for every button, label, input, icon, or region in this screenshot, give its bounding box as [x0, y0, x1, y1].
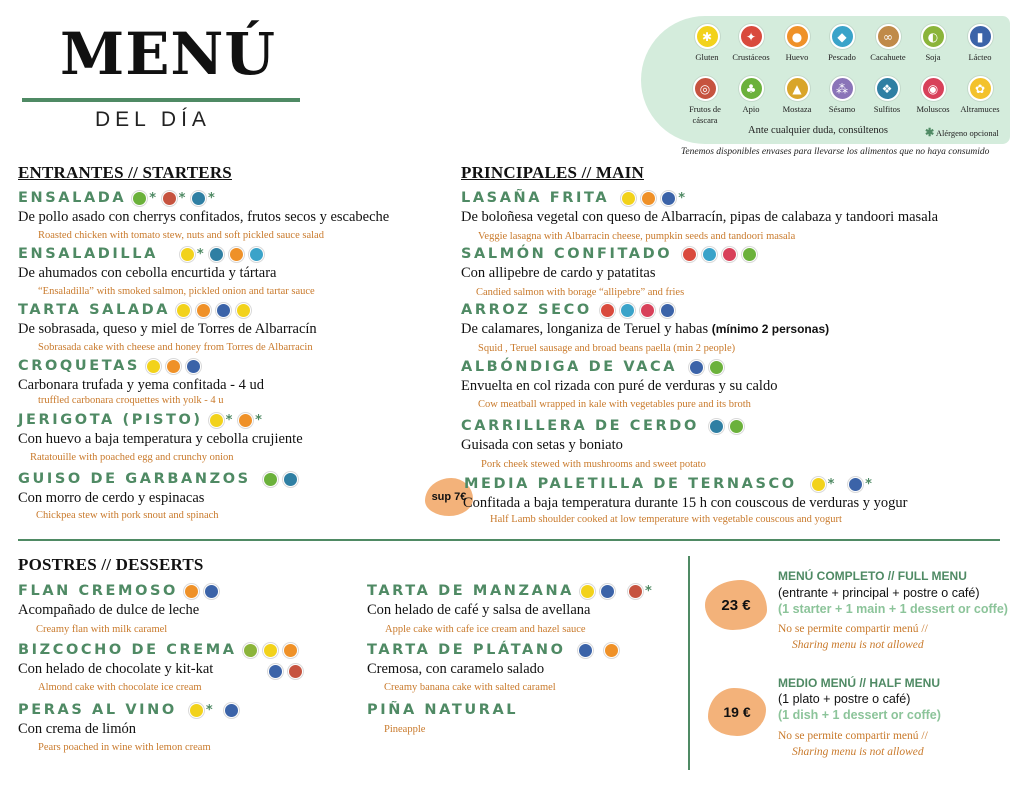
egg-icon: [229, 247, 244, 262]
main-item: LASAÑA FRITA *: [461, 190, 688, 206]
half-menu-price: 19 €: [708, 688, 766, 736]
allergen-fish: ◆ Pescado: [818, 24, 866, 63]
dish-description: Carbonara trufada y yema confitada - 4 ud: [18, 377, 264, 393]
dessert-item: PERAS AL VINO *: [18, 702, 244, 718]
dish-description: De ahumados con cebolla encurtida y tártara: [18, 265, 277, 281]
half-menu-share-note-en: Sharing menu is not allowed: [792, 746, 924, 758]
mollusc-icon: [722, 247, 737, 262]
dish-translation: Half Lamb shoulder cooked at low temperature with vegetable couscous and yogurt: [490, 514, 842, 525]
dish-name: MEDIA PALETILLA DE TERNASCO: [464, 476, 797, 492]
main-item: MEDIA PALETILLA DE TERNASCO * *: [464, 476, 875, 492]
dish-name: LASAÑA FRITA: [461, 190, 610, 206]
menu-subtitle: DEL DÍA: [95, 108, 211, 131]
full-menu-share-note: No se permite compartir menú //: [778, 623, 928, 635]
mains-heading: PRINCIPALES // MAIN: [461, 163, 644, 182]
dish-description: De pollo asado con cherrys confitados, frutos secos y escabeche: [18, 209, 390, 225]
starter-item: [18, 471, 303, 487]
nut-icon: ◎: [693, 76, 718, 101]
dish-name: PIÑA NATURAL: [367, 702, 519, 718]
wheat-icon: [621, 191, 636, 206]
milk-icon: ▮: [968, 24, 993, 49]
starter-item: ENSALADA * * *: [18, 190, 218, 206]
dish-description: Con huevo a baja temperatura y cebolla crujiente: [18, 431, 303, 447]
wheat-icon: ✱: [695, 24, 720, 49]
dish-name: TARTA DE PLÁTANO: [367, 642, 566, 658]
dish-description: Con morro de cerdo y espinacas: [18, 490, 205, 506]
allergen-optional-note: ✱ Alérgeno opcional: [925, 127, 999, 139]
dish-translation: Ratatouille with poached egg and crunchy onion: [30, 452, 234, 463]
dish-translation: Apple cake with cafe ice cream and hazel sauce: [385, 624, 586, 635]
dish-translation: Pork cheek stewed with mushrooms and sweet potato: [481, 459, 706, 470]
wheat-icon: [263, 643, 278, 658]
half-menu-share-note: No se permite compartir menú //: [778, 730, 928, 742]
main-item: [461, 359, 729, 375]
allergen-sulphites: ❖ Sulfitos: [863, 76, 911, 115]
dessert-item: [367, 702, 524, 718]
fish-icon: ◆: [830, 24, 855, 49]
starter-item: JERIGOTA (PISTO) * *: [18, 412, 265, 428]
starter-item: ENSALADILLA *: [18, 246, 269, 262]
dish-description: Con allipebre de cardo y patatitas: [461, 265, 656, 281]
dish-description: De sobrasada, queso y miel de Torres de Albarracín: [18, 321, 317, 337]
wheat-icon: [180, 247, 195, 262]
egg-icon: [283, 643, 298, 658]
asterisk-icon: ✱: [925, 127, 935, 139]
allergen-peanut: ∞ Cacahuete: [864, 24, 912, 63]
dish-description: Cremosa, con caramelo salado: [367, 661, 545, 677]
allergen-egg: ● Huevo: [773, 24, 821, 63]
wheat-icon: [209, 413, 224, 428]
main-item: [461, 246, 762, 262]
wheat-icon: [146, 359, 161, 374]
dish-description: Acompañado de dulce de leche: [18, 602, 200, 618]
egg-icon: [641, 191, 656, 206]
allergen-note: Ante cualquier duda, consúltenos: [748, 125, 888, 136]
dish-name: PERAS AL VINO: [18, 702, 177, 718]
dish-name: TARTA SALADA: [18, 302, 171, 318]
dish-description: Con crema de limón: [18, 721, 136, 737]
mollusc-icon: ◉: [921, 76, 946, 101]
price-divider: [688, 556, 690, 770]
celery-icon: [132, 191, 147, 206]
dish-name: BIZCOCHO DE CREMA: [18, 642, 237, 658]
egg-icon: [184, 584, 199, 599]
egg-icon: [196, 303, 211, 318]
wheat-icon: [189, 703, 204, 718]
fish-icon: [249, 247, 264, 262]
half-menu-composition-en: (1 dish + 1 dessert or coffe): [778, 708, 941, 722]
dish-translation: truffled carbonara croquettes with yolk - 4 u: [38, 395, 224, 406]
full-menu-title: MENÚ COMPLETO // FULL MENU: [778, 569, 967, 583]
allergen-mustard: ▲ Mostaza: [773, 76, 821, 115]
crab-icon: [600, 303, 615, 318]
sulphites-icon: [283, 472, 298, 487]
dish-description: Con helado de café y salsa de avellana: [367, 602, 591, 618]
wheat-icon: [236, 303, 251, 318]
starter-item: [18, 358, 206, 374]
dessert-allergens-extra: [268, 662, 308, 680]
nut-icon: [628, 584, 643, 599]
dish-name: ARROZ SECO: [461, 302, 592, 318]
lupin-icon: ✿: [968, 76, 993, 101]
main-item: [461, 418, 749, 434]
milk-icon: [661, 191, 676, 206]
allergen-celery: ♣ Apio: [727, 76, 775, 115]
dish-name: JERIGOTA (PISTO): [18, 412, 203, 428]
crab-icon: [682, 247, 697, 262]
main-item: [461, 302, 680, 318]
wheat-icon: [580, 584, 595, 599]
allergen-tree-nuts: ◎ Frutos de cáscara: [681, 76, 729, 126]
half-menu-title: MEDIO MENÚ // HALF MENU: [778, 676, 940, 690]
dish-translation: Veggie lasagna with Albarracin cheese, pumpkin seeds and tandoori masala: [478, 231, 796, 242]
egg-icon: [604, 643, 619, 658]
starter-item: [18, 302, 256, 318]
full-menu-composition-en: (1 starter + 1 main + 1 dessert or coffe): [778, 602, 1008, 616]
milk-icon: [224, 703, 239, 718]
dish-name: CARRILLERA DE CERDO: [461, 418, 699, 434]
dish-description: Envuelta en col rizada con puré de verduras y su caldo: [461, 378, 778, 394]
wheat-icon: [176, 303, 191, 318]
dessert-item: [367, 642, 624, 658]
sulphites-icon: [209, 247, 224, 262]
section-divider: [18, 539, 1000, 541]
dish-description: Guisada con setas y boniato: [461, 437, 623, 453]
allergen-gluten: ✱ Gluten: [683, 24, 731, 63]
menu-title: MENÚ: [60, 20, 277, 88]
supplement-badge: sup 7€: [425, 478, 473, 516]
allergen-dairy: ▮ Lácteo: [956, 24, 1004, 63]
allergen-lupin: ✿ Altramuces: [956, 76, 1004, 115]
milk-icon: [268, 664, 283, 679]
dish-description: De calamares, longaniza de Teruel y habas (mínimo 2 personas): [461, 321, 830, 337]
dessert-item: TARTA DE MANZANA *: [367, 583, 655, 599]
dish-translation: Pineapple: [384, 724, 426, 735]
milk-icon: [186, 359, 201, 374]
full-menu-price: 23 €: [705, 580, 767, 630]
dish-translation: Almond cake with chocolate ice cream: [38, 682, 202, 693]
dish-name: SALMÓN CONFITADO: [461, 246, 673, 262]
dish-translation: Cow meatball wrapped in kale with vegetables pure and its broth: [478, 399, 751, 410]
takeaway-note: Tenemos disponibles envases para llevarse los alimentos que no haya consumido: [681, 147, 990, 157]
sulphites-icon: [191, 191, 206, 206]
milk-icon: [848, 477, 863, 492]
milk-icon: [660, 303, 675, 318]
dish-name: GUISO DE GARBANZOS: [18, 471, 251, 487]
mollusc-icon: [640, 303, 655, 318]
allergen-sesame: ⁂ Sésamo: [818, 76, 866, 115]
allergen-crustaceans: ✦ Crustáceos: [727, 24, 775, 63]
dish-name: TARTA DE MANZANA: [367, 583, 575, 599]
dish-translation: Sobrasada cake with cheese and honey from Torres de Albarracin: [38, 342, 313, 353]
allergen-molluscs: ◉ Moluscos: [909, 76, 957, 115]
dish-translation: Squid , Teruel sausage and broad beans paella (min 2 people): [478, 343, 736, 354]
dish-translation: Roasted chicken with tomato stew, nuts and soft pickled sauce salad: [38, 230, 324, 241]
celery-icon: ♣: [739, 76, 764, 101]
milk-icon: [216, 303, 231, 318]
crab-icon: ✦: [739, 24, 764, 49]
full-menu-composition: (entrante + principal + postre o café): [778, 586, 980, 600]
title-divider: [22, 98, 300, 102]
egg-icon: [238, 413, 253, 428]
celery-icon: [709, 360, 724, 375]
milk-icon: [689, 360, 704, 375]
egg-icon: [166, 359, 181, 374]
allergen-soy: ◐ Soja: [909, 24, 957, 63]
dish-name: ENSALADA: [18, 190, 127, 206]
sesame-icon: ⁂: [830, 76, 855, 101]
peanut-icon: ∞: [876, 24, 901, 49]
milk-icon: [600, 584, 615, 599]
dish-translation: Creamy banana cake with salted caramel: [384, 682, 556, 693]
dish-description: Con helado de chocolate y kit-kat: [18, 661, 214, 677]
milk-icon: [204, 584, 219, 599]
nut-icon: [288, 664, 303, 679]
dish-translation: Pears poached in wine with lemon cream: [38, 742, 211, 753]
dish-translation: “Ensaladilla” with smoked salmon, pickled onion and tartar sauce: [38, 286, 315, 297]
full-menu-share-note-en: Sharing menu is not allowed: [792, 639, 924, 651]
sulphites-icon: ❖: [875, 76, 900, 101]
half-menu-composition: (1 plato + postre o café): [778, 692, 911, 706]
fish-icon: [620, 303, 635, 318]
dish-translation: Candied salmon with borage “allipebre” and fries: [476, 287, 685, 298]
celery-icon: [729, 419, 744, 434]
dish-description: De boloñesa vegetal con queso de Albarracín, pipas de calabaza y tandoori masala: [461, 209, 939, 225]
dish-name: ALBÓNDIGA DE VACA: [461, 359, 678, 375]
milk-icon: [578, 643, 593, 658]
dessert-item: [18, 583, 224, 599]
dish-name: FLAN CREMOSO: [18, 583, 178, 599]
minimum-note: (mínimo 2 personas): [711, 322, 830, 336]
dish-name: CROQUETAS: [18, 358, 140, 374]
celery-icon: [263, 472, 278, 487]
sulphites-icon: [709, 419, 724, 434]
fish-icon: [702, 247, 717, 262]
wheat-icon: [811, 477, 826, 492]
egg-icon: ●: [785, 24, 810, 49]
dish-translation: Chickpea stew with pork snout and spinach: [36, 510, 219, 521]
soy-icon: [243, 643, 258, 658]
dessert-item: [18, 642, 303, 658]
dish-name: ENSALADILLA: [18, 246, 158, 262]
dish-description: Confitada a baja temperatura durante 15 h con couscous de verduras y yogur: [463, 495, 908, 511]
dish-translation: Creamy flan with milk caramel: [36, 624, 168, 635]
starters-heading: ENTRANTES // STARTERS: [18, 163, 232, 182]
celery-icon: [742, 247, 757, 262]
desserts-heading: POSTRES // DESSERTS: [18, 555, 204, 574]
soy-icon: ◐: [921, 24, 946, 49]
mustard-icon: ▲: [785, 76, 810, 101]
nut-icon: [162, 191, 177, 206]
